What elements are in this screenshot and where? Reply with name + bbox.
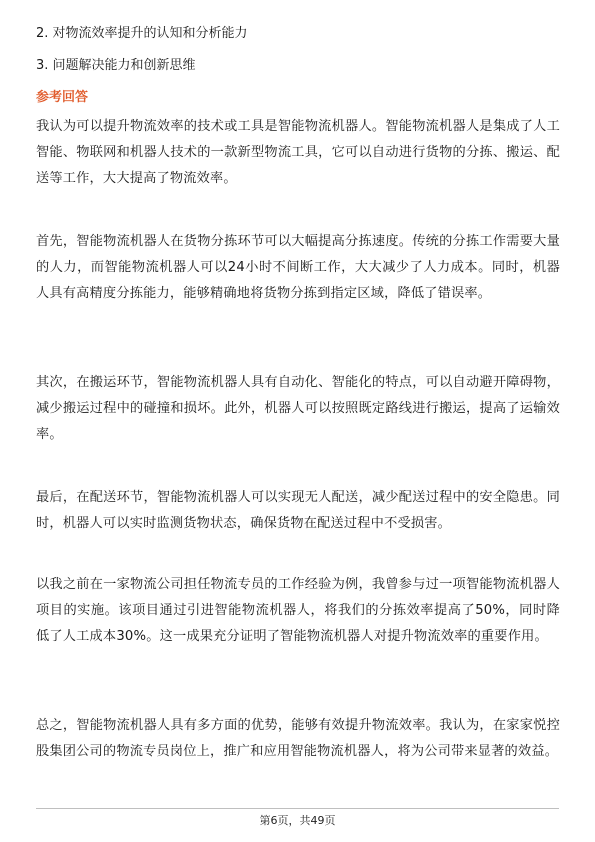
paragraph: 总之，智能物流机器人具有多方面的优势，能够有效提升物流效率。我认为，在家家悦控股集团公司的物流专员岗位上，推广和应用智能物流机器人，将为公司带来显著的效益。 [36,718,560,759]
paragraph: 首先，智能物流机器人在货物分拣环节可以大幅提高分拣速度。传统的分拣工作需要大量的人力，而智能物流机器人可以24小时不间断工作，大大减少了人力成本。同时，机器人具有高精度分拣能力，能够精确地将货物分拣到指定区域，降低了错误率。 [36,234,560,301]
paragraph: 以我之前在一家物流公司担任物流专员的工作经验为例，我曾参与过一项智能物流机器人项目的实施。该项目通过引进智能物流机器人，将我们的分拣效率提高了50%，同时降低了人工成本30%。这一成果充分证明了智能物流机器人对提升物流效率的重要作用。 [36,577,560,644]
page-number: 第6页，共49页 [259,814,336,827]
paragraph: 其次，在搬运环节，智能物流机器人具有自动化、智能化的特点，可以自动避开障碍物，减少搬运过程中的碰撞和损坏。此外，机器人可以按照既定路线进行搬运，提高了运输效率。 [36,375,560,442]
paragraph: 最后，在配送环节，智能物流机器人可以实现无人配送，减少配送过程中的安全隐患。同时，机器人可以实时监测货物状态，确保货物在配送过程中不受损害。 [36,490,560,531]
list-item: 3. 问题解决能力和创新思维 [36,58,196,73]
footer-divider [36,808,559,809]
section-heading: 参考回答 [36,90,89,105]
list-item: 2. 对物流效率提升的认知和分析能力 [36,26,248,41]
paragraph: 我认为可以提升物流效率的技术或工具是智能物流机器人。智能物流机器人是集成了人工智能、物联网和机器人技术的一款新型物流工具，它可以自动进行货物的分拣、搬运、配送等工作，大大提高了物流效率。 [36,119,560,186]
